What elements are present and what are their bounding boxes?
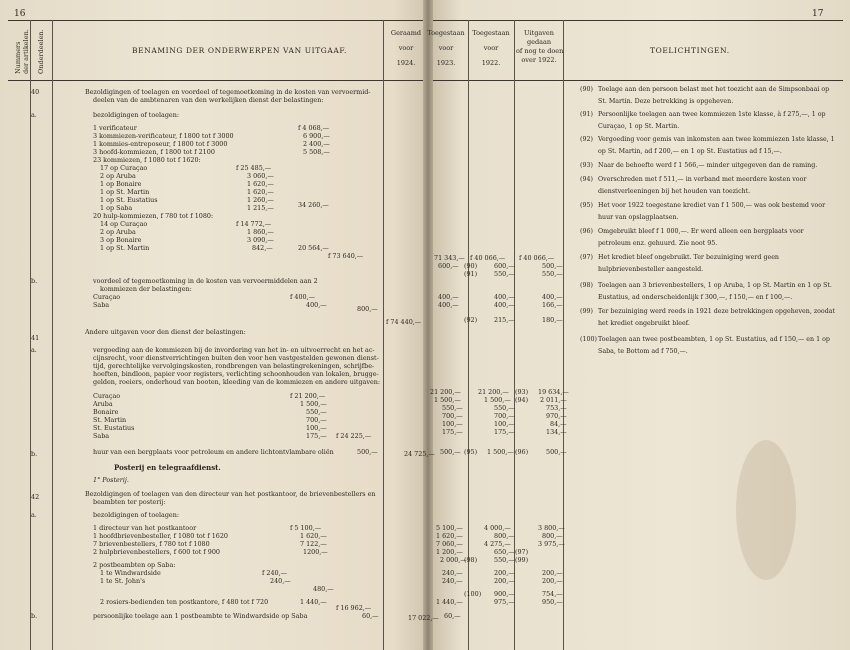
amount-1923: 100,— <box>442 420 463 428</box>
amount-1922: 400,— <box>494 293 515 301</box>
article-text: Bezoldigingen of toelagen van den directeur van het postkantoor, de brievenbestellers en <box>85 490 376 498</box>
header-toelichtingen: TOELICHTINGEN. <box>650 46 730 55</box>
line-item: 7 brievenbestellers, f 780 tot f 1080 <box>93 540 210 548</box>
note-number: (92) <box>580 136 593 143</box>
amount-1922: f 40 066,— <box>470 254 506 262</box>
amount-1923: 600,— <box>438 262 459 270</box>
left-page-number: 16 <box>14 9 26 19</box>
amount-1923: 175,— <box>442 428 463 436</box>
section-heading: Posterij en telegraafdienst. <box>114 463 221 472</box>
line-item: 2 postbeambten op Saba: <box>93 561 176 569</box>
line-item: St. Eustatius <box>93 424 135 432</box>
note-text: Ter bezuiniging werd reeds in 1921 deze betrekkingen opgeheven, zoodat het krediet ongebruikt bleef. <box>598 308 836 328</box>
line-value: 1 260,— <box>247 196 274 204</box>
amount-1923: 700,— <box>442 412 463 420</box>
line-value: 240,— <box>270 577 291 585</box>
line-value: 1 620,— <box>247 180 274 188</box>
note-ref: (95) <box>464 448 478 456</box>
note-number: (96) <box>580 228 593 235</box>
article-text: Andere uitgaven voor den dienst der belastingen: <box>85 328 246 336</box>
line-value: 1 620,— <box>300 532 327 540</box>
subsection-text: huur van een bergplaats voor petroleum en andere lichtontvlambare oliën <box>93 448 334 456</box>
right-page-number: 17 <box>812 9 824 19</box>
amount-spent: 200,— <box>542 577 563 585</box>
amount-1923: 1 500,— <box>434 396 461 404</box>
amount-1922: 600,— <box>494 262 515 270</box>
line-item: 23 kommiezen, f 1080 tot f 1620: <box>93 156 201 164</box>
col-line <box>52 20 53 650</box>
amount-1923: 550,— <box>442 404 463 412</box>
line-item: 1 op St. Martin <box>100 188 150 196</box>
amount-1922: 900,— <box>494 590 515 598</box>
line-item: Curaçao <box>93 293 121 301</box>
line-item: Saba <box>93 301 110 309</box>
line-value: 1 620,— <box>247 188 274 196</box>
amount-spent: 84,— <box>550 420 567 428</box>
amount-1923: 1 200,— <box>436 548 463 556</box>
amount-1923: 60,— <box>444 612 461 620</box>
note-text: Omgebruikt bleef f 1 000,—. Er werd alleen een bergplaats voor petroleum enz. gehuurd. Zie noot 95. <box>598 228 804 248</box>
article-total: 24 725,— <box>404 450 435 458</box>
line-item: 2 hulpbrievenbestellers, f 600 tot f 900 <box>93 548 220 556</box>
article-number: 40 <box>31 88 40 96</box>
line-value: 6 900,— <box>303 132 330 140</box>
line-item: 1 directeur van het postkantoor <box>93 524 197 532</box>
note-ref: (90) <box>464 262 478 270</box>
subsection-text: voordeel of tegemoetkoming in de kosten van vervoermiddelen aan 2 <box>93 277 318 285</box>
note-number: (94) <box>580 176 593 183</box>
amount-1922: 21 200,— <box>478 388 509 396</box>
line-value: f 5 100,— <box>290 524 322 532</box>
subsection-label: b. <box>31 450 38 458</box>
amount-spent: 800,— <box>542 532 563 540</box>
line-value: 550,— <box>306 408 327 416</box>
header-geraamd: Geraamd voor 1924. <box>390 29 422 67</box>
amount-spent: 200,— <box>542 569 563 577</box>
subsection-text: hoeften, bindloon, papier voor registers, verlichting schoonhouden van lokalen, brugge- <box>93 370 379 378</box>
line-value: 3 090,— <box>247 236 274 244</box>
header-bottom-rule-right <box>433 80 843 81</box>
amount-1923: 1 620,— <box>436 532 463 540</box>
line-item: 3 hoofd-kommiezen, f 1800 tot f 2100 <box>93 148 215 156</box>
amount-1923: 71 343,— <box>434 254 465 262</box>
line-value: 1 215,— <box>247 204 274 212</box>
note-number: (91) <box>580 111 593 118</box>
note-ref: (93) <box>515 388 529 396</box>
amount-1922: 550,— <box>494 556 515 564</box>
subtotal: 20 564,— <box>298 244 329 252</box>
note-ref: (94) <box>515 396 529 404</box>
line-value: 5 508,— <box>303 148 330 156</box>
subsection-text: gelden, roeiers, onderhoud van booten, kleeding van de kommiezen en andere uitgaven: <box>93 378 381 386</box>
line-value: 842,— <box>252 244 273 252</box>
amount-1923: 21 200,— <box>430 388 461 396</box>
header-nummers: Nummers <box>14 41 22 74</box>
amount-1922: 4 000,— <box>484 524 511 532</box>
line-item: 3 kommiezen-verificateur, f 1800 tot f 3000 <box>93 132 234 140</box>
subsection-text: tijd, gerechtelijke vervolgingskosten, rondbrengen van belastingrekeningen, schrijfbe- <box>93 362 375 370</box>
amount-1922: 550,— <box>494 404 515 412</box>
amount-1923: 400,— <box>438 301 459 309</box>
col-line <box>563 20 564 650</box>
note-ref: (98) <box>464 556 478 564</box>
amount-spent: 3 975,— <box>538 540 565 548</box>
amount-spent: 500,— <box>542 262 563 270</box>
note-text: Naar de behoefte werd f 1 566,— minder uitgegeven dan de raming. <box>598 162 818 169</box>
line-item: 20 hulp-kommiezen, f 780 tot f 1080: <box>93 212 214 220</box>
line-item: 14 op Curaçao <box>100 220 148 228</box>
line-item: 2 rosiers-bedienden ten postkantore, f 480 tot f 720 <box>100 598 269 606</box>
amount-1922: 1 500,— <box>484 396 511 404</box>
amount-1922: 4 275,— <box>484 540 511 548</box>
note-text: Toelage aan den persoon belast met het toezicht aan de Simpsonbaai op St. Martin. Deze betrekking is opgeheven. <box>598 86 830 106</box>
amount-1922: 175,— <box>494 428 515 436</box>
section-total: 800,— <box>357 305 378 313</box>
line-value: 2 400,— <box>303 140 330 148</box>
article-total: 17 022,— <box>408 614 439 622</box>
subsection-text: bezoldigingen of toelagen: <box>93 111 179 119</box>
line-item: Saba <box>93 432 110 440</box>
amount-1922: 650,— <box>494 548 515 556</box>
line-item: 1 kommies-entreposeur, f 1800 tot f 3000 <box>93 140 228 148</box>
line-value: f 240,— <box>262 569 288 577</box>
amount-1922: 215,— <box>494 316 515 324</box>
amount-1923: 240,— <box>442 577 463 585</box>
amount-spent: 180,— <box>542 316 563 324</box>
note-text: Het krediet bleef ongebruikt. Ter bezuiniging werd geen hulpbrievenbesteller aangesteld. <box>598 254 779 274</box>
line-value: 175,— <box>306 432 327 440</box>
subsection-text: bezoldigingen of toelagen: <box>93 511 179 519</box>
amount-spent: 970,— <box>546 412 567 420</box>
line-item: 2 op Aruba <box>100 228 136 236</box>
amount-1923: 500,— <box>440 448 461 456</box>
subsection-label: a. <box>31 346 37 354</box>
note-ref: (92) <box>464 316 478 324</box>
line-item: 2 op Aruba <box>100 172 136 180</box>
line-value: 1 860,— <box>247 228 274 236</box>
article-total: f 74 440,— <box>386 318 422 326</box>
note-ref: (99) <box>515 556 529 564</box>
line-item: 1 te Windwardside <box>100 569 161 577</box>
amount-1922: 200,— <box>494 569 515 577</box>
note-number: (98) <box>580 282 593 289</box>
amount-1923: 2 000,— <box>440 556 467 564</box>
paper-stain <box>736 440 796 580</box>
header-benaming: BENAMING DER ONDERWERPEN VAN UITGAAF. <box>132 46 348 55</box>
note-ref: (100) <box>464 590 482 598</box>
line-item: 1 op St. Martin <box>100 244 150 252</box>
article-text: Bezoldigingen of toelagen en voordeel of tegemoetkoming in de kosten van vervoermid- <box>85 88 371 96</box>
line-value: f 14 772,— <box>236 220 272 228</box>
amount-spent: 2 011,— <box>540 396 567 404</box>
header-toegestaan-1923: Toegestaan voor 1923. <box>427 29 465 67</box>
amount-1922: 200,— <box>494 577 515 585</box>
header-artikelen: der artikelen. <box>22 29 30 74</box>
header-top-rule <box>8 20 423 21</box>
subtotal: 34 260,— <box>298 201 329 209</box>
amount-spent: 19 634,— <box>538 388 569 396</box>
header-top-rule-right <box>433 20 843 21</box>
amount-spent: 753,— <box>546 404 567 412</box>
line-value: 500,— <box>357 448 378 456</box>
section-total: f 24 225,— <box>336 432 372 440</box>
note-text: Overschreden met f 511,— in verband met meerdere kosten voor dienstverleeningen bij het houden van toezicht. <box>598 176 807 196</box>
subtotal: 480,— <box>313 585 334 593</box>
amount-1923: 400,— <box>438 293 459 301</box>
line-value: 7 122,— <box>300 540 327 548</box>
amount-1922: 400,— <box>494 301 515 309</box>
subsection-label: b. <box>31 612 38 620</box>
subsection-label: a. <box>31 111 37 119</box>
amount-1922: 100,— <box>494 420 515 428</box>
line-item: Curaçao <box>93 392 121 400</box>
line-item: Aruba <box>93 400 113 408</box>
note-text: Persoonlijke toelagen aan twee kommiezen 1ste klasse, à f 275,—, 1 op Curaçao, 1 op St. Martin. <box>598 111 826 131</box>
amount-spent: 400,— <box>542 293 563 301</box>
article-number: 41 <box>31 334 40 342</box>
line-value: 100,— <box>306 424 327 432</box>
note-text: Vergoeding voor gemis van inkomsten aan twee kommiezen 1ste klasse, 1 op St. Martin, ad f 200,— en 1 op St. Eustatius ad f 15,—. <box>598 136 835 156</box>
line-item: 1 hoofdbrievenbesteller, f 1080 tot f 1620 <box>93 532 228 540</box>
line-item: 17 op Curaçao <box>100 164 148 172</box>
amount-1922: 700,— <box>494 412 515 420</box>
note-number: (100) <box>580 336 597 343</box>
amount-spent: f 40 066,— <box>519 254 555 262</box>
line-item: 1 op Saba <box>100 204 133 212</box>
note-text: Toelagen aan twee postbeambten, 1 op St. Eustatius, ad f 150,— en 1 op Saba, te Bottom ad f 750,—. <box>598 336 830 356</box>
line-item: 3 op Bonaire <box>100 236 142 244</box>
amount-1922: 975,— <box>494 598 515 606</box>
amount-1922: 550,— <box>494 270 515 278</box>
note-number: (90) <box>580 86 593 93</box>
line-item: 1 op Bonaire <box>100 180 142 188</box>
line-item: 1 op St. Eustatius <box>100 196 158 204</box>
subsection-label: b. <box>31 277 38 285</box>
subsection-text: vergoeding aan de kommiezen bij de invordering van het in- en uitvoerrecht en het ac- <box>93 346 375 354</box>
line-value: f 21 200,— <box>290 392 326 400</box>
line-value: f 25 485,— <box>236 164 272 172</box>
amount-spent: 3 800,— <box>538 524 565 532</box>
line-value: f 400,— <box>290 293 316 301</box>
line-value: f 4 068,— <box>298 124 330 132</box>
header-onderdeelen: Onderdeelen. <box>37 29 45 74</box>
amount-1923: 1 440,— <box>436 598 463 606</box>
note-ref: (91) <box>464 270 478 278</box>
header-toegestaan-1922: Toegestaan voor 1922. <box>472 29 510 67</box>
book-gutter <box>423 0 433 650</box>
header-uitgaven: Uitgaven gedaan of nog te doen over 1922. <box>516 29 564 64</box>
amount-1923: 240,— <box>442 569 463 577</box>
amount-1923: 7 060,— <box>436 540 463 548</box>
amount-spent: 550,— <box>542 270 563 278</box>
subsection-text: cijnsrecht, voor dienstverrichtingen buiten den voor hen vastgestelden gewonen dienst- <box>93 354 379 362</box>
amount-spent: 754,— <box>542 590 563 598</box>
line-item: 1 te St. John's <box>100 577 146 585</box>
section-total: f 16 962,— <box>336 604 372 612</box>
note-ref: (97) <box>515 548 529 556</box>
note-number: (99) <box>580 308 593 315</box>
amount-1923: 5 100,— <box>436 524 463 532</box>
subsection-text: persoonlijke toelage aan 1 postbeambte te Windwardside op Saba <box>93 612 308 620</box>
article-text: deelen van de ambtenaren van den werkelijken dienst der belastingen: <box>93 96 324 104</box>
note-text: Toelagen aan 3 brievenbestellers, 1 op Aruba, 1 op St. Martin en 1 op St. Eustatius, ad onderscheidenlijk f 300,—, f 150,— en f 100,—. <box>598 282 832 302</box>
line-value: 1200,— <box>303 548 328 556</box>
amount-spent: 500,— <box>546 448 567 456</box>
note-number: (97) <box>580 254 593 261</box>
amount-spent: 166,— <box>542 301 563 309</box>
subsection-label: a. <box>31 511 37 519</box>
line-value: 700,— <box>306 416 327 424</box>
amount-1922: 800,— <box>494 532 515 540</box>
subsection-text: kommiezen der belastingen: <box>100 285 192 293</box>
line-value: 1 500,— <box>300 400 327 408</box>
article-text: beambten ter posterij: <box>93 498 166 506</box>
section-subheading: 1° Posterij. <box>93 476 129 484</box>
section-total: f 73 640,— <box>328 252 364 260</box>
col-line <box>383 20 384 650</box>
amount-spent: 134,— <box>546 428 567 436</box>
header-bottom-rule <box>8 80 423 81</box>
line-item: 1 verificateur <box>93 124 137 132</box>
line-value: 400,— <box>306 301 327 309</box>
line-value: 60,— <box>362 612 379 620</box>
amount-spent: 950,— <box>542 598 563 606</box>
note-number: (95) <box>580 202 593 209</box>
note-ref: (96) <box>515 448 529 456</box>
article-number: 42 <box>31 493 40 501</box>
line-value: 1 440,— <box>300 598 327 606</box>
note-text: Het voor 1922 toegestane krediet van f 1 500,— was ook bestemd voor huur van opslagplaatsen. <box>598 202 826 222</box>
line-value: 3 060,— <box>247 172 274 180</box>
line-item: Bonaire <box>93 408 119 416</box>
line-item: St. Martin <box>93 416 127 424</box>
amount-1922: 1 500,— <box>487 448 514 456</box>
note-number: (93) <box>580 162 593 169</box>
